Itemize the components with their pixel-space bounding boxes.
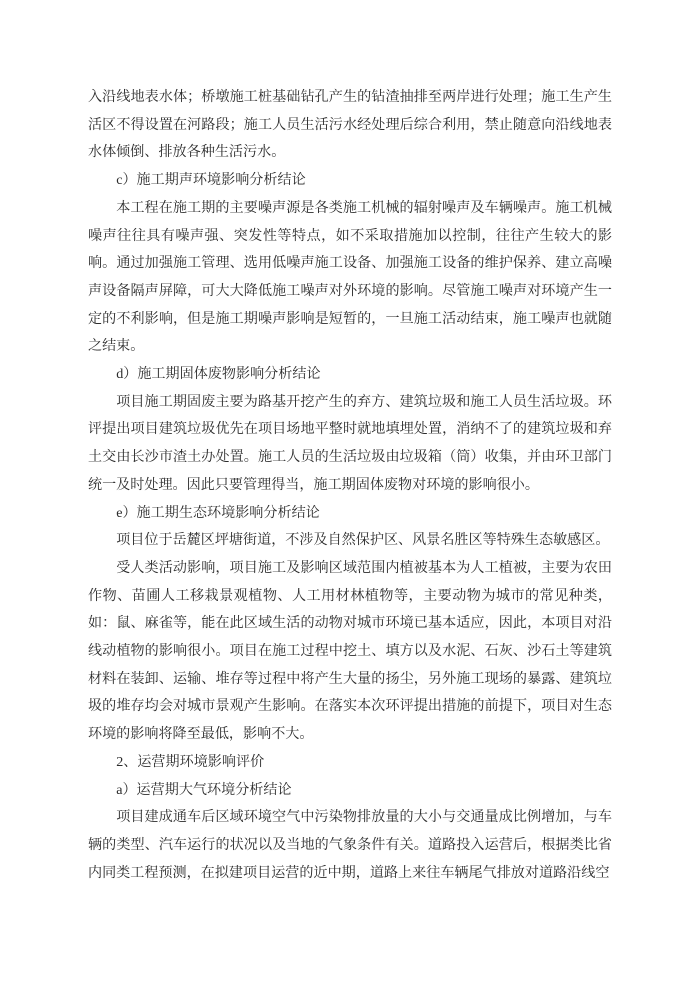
paragraph-ecology-location: 项目位于岳麓区坪塘街道，不涉及自然保护区、风景名胜区等特殊生态敏感区。 — [116, 532, 610, 549]
paragraph-ecology-analysis: 受人类活动影响，项目施工及影响区域范围内植被基本为人工植被，主要为农田作物、苗圃人工移栽景观植物、人工用材林植物等，主要动物为城市的常见种类，如：鼠、麻雀等，能在此区域生活的动物对城市环境已基本适应，因此，本项目对沿线动植物的影响很小。项目在施工过程中挖土、填方以及水泥、石灰、沙石土等建筑材料在装卸、运输、堆存等过程中将产生大量的扬尘，另外施工现场的暴露、建筑垃圾的堆存均会对城市景观产生影响。在落实本次环评提出措施的前提下，项目对生态环境的影响将降至最低，影响不大。 — [88, 559, 612, 743]
heading-c-construction-noise: c）施工期声环境影响分析结论 — [116, 172, 306, 189]
paragraph-operation-air-analysis: 项目建成通车后区域环境空气中污染物排放量的大小与交通量成比例增加，与车辆的类型、汽车运行的状况以及当地的气象条件有关。道路投入运营后，根据类比省内同类工程预测，在拟建项目运营的近中期，道路上来往车辆尾气排放对道路沿线空 — [88, 809, 612, 881]
paragraph-noise-analysis: 本工程在施工期的主要噪声源是各类施工机械的辐射噪声及车辆噪声。施工机械噪声往往具有噪声强、突发性等特点，如不采取措施加以控制，往往产生较大的影响。通过加强施工管理、选用低噪声施工设备、加强施工设备的维护保养、建立高噪声设备隔声屏障，可大大降低施工噪声对外环境的影响。尽管施工噪声对环境产生一定的不利影响，但是施工期噪声影响是短暂的，一旦施工活动结束，施工噪声也就随之结束。 — [88, 199, 612, 355]
paragraph-continuation: 入沿线地表水体；桥墩施工桩基础钻孔产生的钻渣抽排至两岸进行处理；施工生产生活区不得设置在河路段；施工人员生活污水经处理后综合利用，禁止随意向沿线地表水体倾倒、排放各种生活污水。 — [88, 89, 612, 161]
heading-d-solid-waste: d）施工期固体废物影响分析结论 — [116, 366, 321, 383]
heading-a-operation-air: a）运营期大气环境分析结论 — [116, 781, 292, 798]
document-text-block — [88, 84, 612, 887]
paragraph-solid-waste-analysis: 项目施工期固废主要为路基开挖产生的弃方、建筑垃圾和施工人员生活垃圾。环评提出项目建筑垃圾优先在项目场地平整时就地填埋处置，消纳不了的建筑垃圾和弃土交由长沙市渣土办处置。施工人员的生活垃圾由垃圾箱（筒）收集，并由环卫部门统一及时处理。因此只要管理得当，施工期固体废物对环境的影响很小。 — [88, 393, 612, 493]
heading-e-ecology: e）施工期生态环境影响分析结论 — [116, 504, 320, 521]
heading-2-operation-period: 2、运营期环境影响评价 — [116, 753, 265, 770]
